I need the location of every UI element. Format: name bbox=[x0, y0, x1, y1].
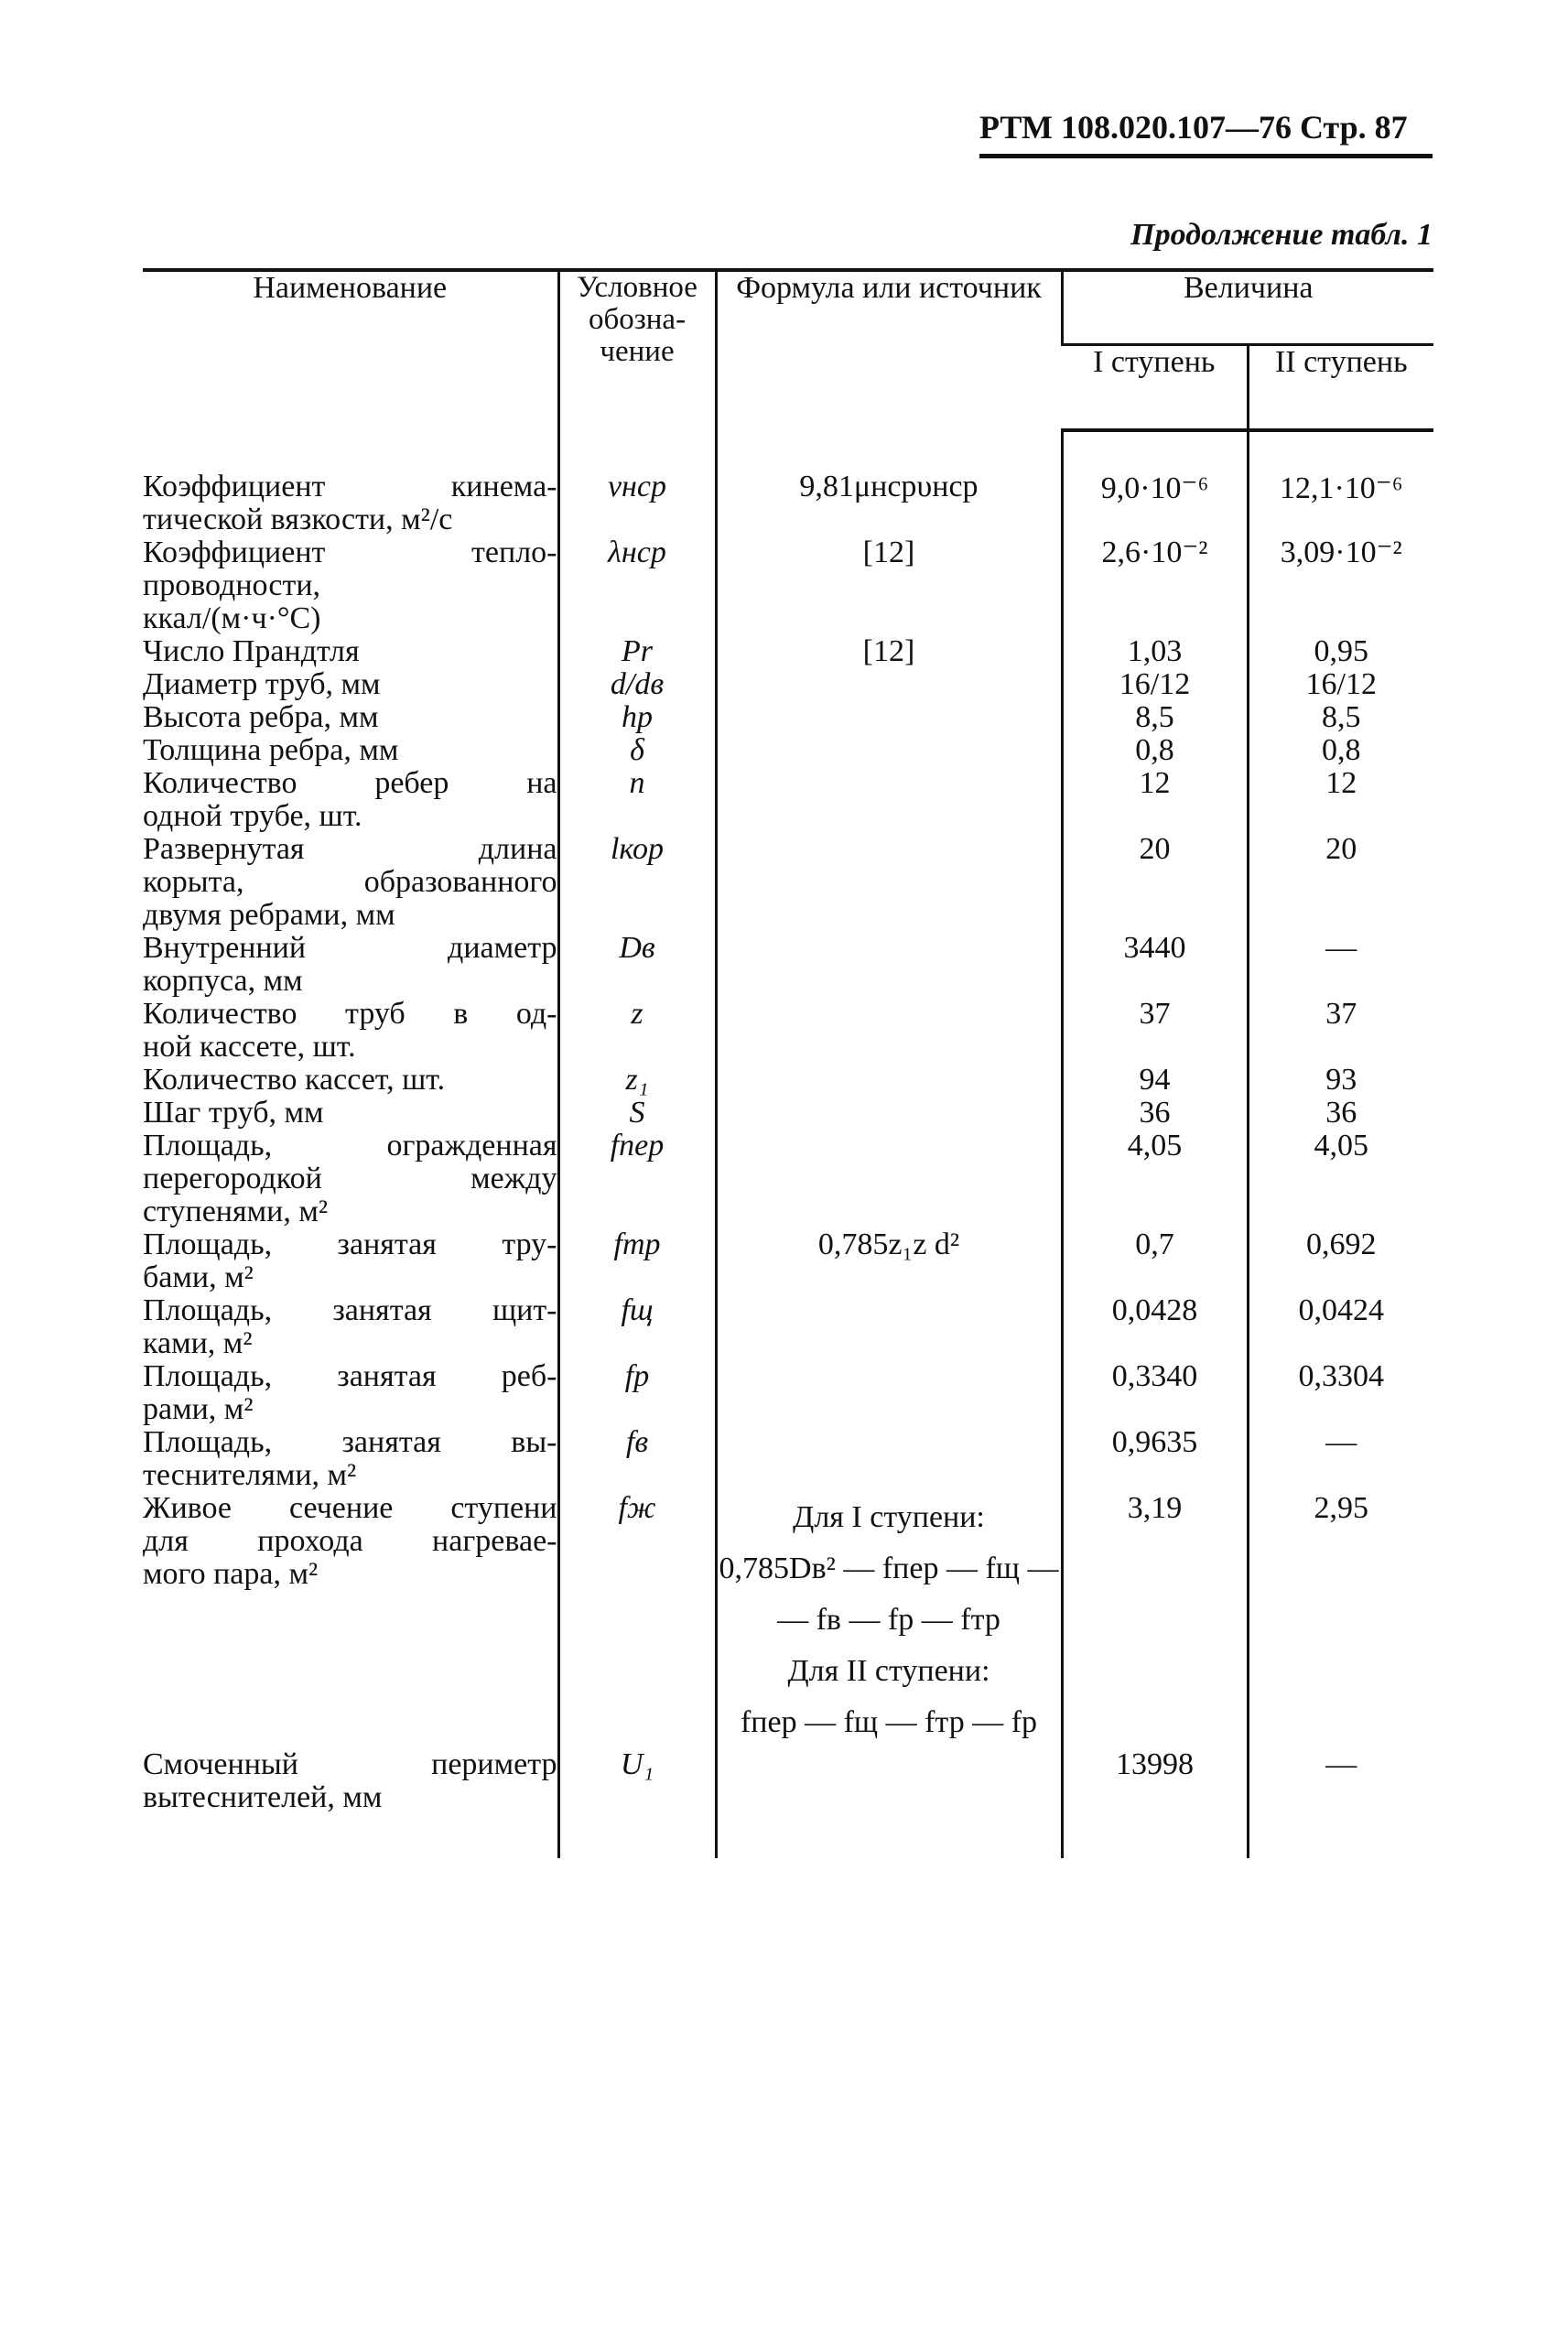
row-value-stage-2: — bbox=[1248, 1426, 1433, 1492]
row-name-line: ной кассете, шт. bbox=[143, 1030, 356, 1064]
row-name bbox=[143, 998, 558, 1064]
table-row bbox=[143, 1360, 1433, 1426]
table-row bbox=[143, 1064, 1433, 1097]
row-value-stage-1: 8,5 bbox=[1062, 701, 1248, 734]
row-name bbox=[143, 701, 558, 734]
header-stage-1: I ступень bbox=[1062, 345, 1248, 431]
row-name-line: бами, м² bbox=[143, 1260, 254, 1294]
table-row bbox=[143, 998, 1433, 1064]
row-symbol: z bbox=[558, 998, 716, 1064]
row-value-stage-1: 1,03 bbox=[1062, 635, 1248, 668]
row-value-stage-1: 0,0428 bbox=[1062, 1294, 1248, 1360]
row-symbol: fпер bbox=[558, 1130, 716, 1228]
row-name bbox=[143, 536, 558, 635]
table-row bbox=[143, 1426, 1433, 1492]
row-name bbox=[143, 1097, 558, 1130]
row-symbol: νнср bbox=[558, 430, 716, 536]
row-formula bbox=[716, 1748, 1062, 1858]
row-value-stage-1: 9,0·10⁻⁶ bbox=[1062, 430, 1248, 536]
row-name bbox=[143, 932, 558, 998]
row-value-stage-1: 0,7 bbox=[1062, 1228, 1248, 1294]
table-row bbox=[143, 767, 1433, 833]
row-name-line: Количество ребер на bbox=[143, 766, 557, 800]
row-value-stage-2: 0,95 bbox=[1248, 635, 1433, 668]
header-formula: Формула или источник bbox=[716, 270, 1062, 430]
row-formula bbox=[716, 1130, 1062, 1228]
row-symbol: S bbox=[558, 1097, 716, 1130]
row-formula bbox=[716, 998, 1062, 1064]
row-value-stage-1: 16/12 bbox=[1062, 668, 1248, 701]
row-value-stage-2: 20 bbox=[1248, 833, 1433, 932]
row-symbol: fтр bbox=[558, 1228, 716, 1294]
row-name-line: перегородкой между bbox=[143, 1162, 557, 1195]
row-formula bbox=[716, 833, 1062, 932]
table-body bbox=[143, 430, 1433, 1858]
row-name-line: Шаг труб, мм bbox=[143, 1096, 324, 1130]
row-name-line: корпуса, мм bbox=[143, 964, 303, 998]
header-rule bbox=[979, 154, 1433, 158]
row-value-stage-2: 0,692 bbox=[1248, 1228, 1433, 1294]
row-name-line: проводности, bbox=[143, 568, 321, 602]
row-formula: 0,785z₁z d² bbox=[716, 1228, 1062, 1294]
row-value-stage-2: 93 bbox=[1248, 1064, 1433, 1097]
row-name-line: Коэффициент тепло- bbox=[143, 535, 557, 569]
row-symbol: Dв bbox=[558, 932, 716, 998]
row-value-stage-1: 20 bbox=[1062, 833, 1248, 932]
row-name bbox=[143, 1130, 558, 1228]
row-value-stage-1: 36 bbox=[1062, 1097, 1248, 1130]
header-stage-2: II ступень bbox=[1248, 345, 1433, 431]
row-value-stage-2: — bbox=[1248, 1748, 1433, 1858]
row-value-stage-1: 94 bbox=[1062, 1064, 1248, 1097]
table-row bbox=[143, 635, 1433, 668]
table-continuation-caption: Продолжение табл. 1 bbox=[1130, 218, 1433, 252]
row-value-stage-1: 13998 bbox=[1062, 1748, 1248, 1858]
row-symbol: λнср bbox=[558, 536, 716, 635]
row-formula: 9,81μнсрυнср bbox=[716, 430, 1062, 536]
table-row bbox=[143, 833, 1433, 932]
row-formula bbox=[716, 1492, 1062, 1748]
parameters-table bbox=[143, 268, 1433, 1858]
row-symbol: U₁ bbox=[558, 1748, 716, 1858]
table-row bbox=[143, 1130, 1433, 1228]
row-value-stage-1: 0,9635 bbox=[1062, 1426, 1248, 1492]
row-name bbox=[143, 1492, 558, 1748]
row-value-stage-2: 37 bbox=[1248, 998, 1433, 1064]
row-formula bbox=[716, 1064, 1062, 1097]
row-name-line: Развернутая длина bbox=[143, 832, 557, 866]
row-name bbox=[143, 1426, 558, 1492]
row-formula bbox=[716, 701, 1062, 734]
row-formula: [12] bbox=[716, 536, 1062, 635]
row-value-stage-1: 0,8 bbox=[1062, 734, 1248, 767]
row-name-line: Толщина ребра, мм bbox=[143, 733, 399, 767]
row-name-line: Число Прандтля bbox=[143, 634, 360, 668]
row-name-line: Площадь, огражденная bbox=[143, 1129, 557, 1162]
row-value-stage-2: 0,3304 bbox=[1248, 1360, 1433, 1426]
header-name: Наименование bbox=[143, 270, 558, 430]
row-name-line: Площадь, занятая щит- bbox=[143, 1293, 557, 1327]
row-name-line: теснителями, м² bbox=[143, 1458, 357, 1492]
row-name-line: ками, м² bbox=[143, 1326, 253, 1360]
row-symbol: d/dв bbox=[558, 668, 716, 701]
row-value-stage-1: 2,6·10⁻² bbox=[1062, 536, 1248, 635]
row-symbol: fж bbox=[558, 1492, 716, 1748]
row-formula-line: Для II ступени: bbox=[787, 1654, 990, 1688]
row-name bbox=[143, 1228, 558, 1294]
row-symbol: lкор bbox=[558, 833, 716, 932]
table-row bbox=[143, 536, 1433, 635]
row-value-stage-2: 2,95 bbox=[1248, 1492, 1433, 1748]
row-value-stage-1: 12 bbox=[1062, 767, 1248, 833]
row-name-line: Живое сечение ступени bbox=[143, 1491, 557, 1525]
row-name-line: рами, м² bbox=[143, 1392, 254, 1426]
row-symbol: z₁ bbox=[558, 1064, 716, 1097]
row-name-line: Внутренний диаметр bbox=[143, 931, 557, 965]
row-value-stage-2: 16/12 bbox=[1248, 668, 1433, 701]
row-symbol: fв bbox=[558, 1426, 716, 1492]
row-value-stage-1: 3,19 bbox=[1062, 1492, 1248, 1748]
row-name-line: тической вязкости, м²/с bbox=[143, 503, 453, 536]
table-row bbox=[143, 430, 1433, 536]
table-row bbox=[143, 668, 1433, 701]
row-value-stage-2: 36 bbox=[1248, 1097, 1433, 1130]
row-name-line: Высота ребра, мм bbox=[143, 700, 379, 734]
row-value-stage-1: 3440 bbox=[1062, 932, 1248, 998]
row-formula: [12] bbox=[716, 635, 1062, 668]
row-name-line: Смоченный периметр bbox=[143, 1747, 557, 1781]
table-row bbox=[143, 1228, 1433, 1294]
table-row bbox=[143, 932, 1433, 998]
row-symbol: fщ bbox=[558, 1294, 716, 1360]
row-symbol: Pr bbox=[558, 635, 716, 668]
row-name-line: Коэффициент кинема- bbox=[143, 470, 557, 503]
row-symbol: n bbox=[558, 767, 716, 833]
row-name-line: для прохода нагревае- bbox=[143, 1524, 557, 1558]
row-name bbox=[143, 1360, 558, 1426]
row-name-line: ступенями, м² bbox=[143, 1195, 329, 1228]
row-name-line: мого пара, м² bbox=[143, 1557, 319, 1591]
row-value-stage-2: 12,1·10⁻⁶ bbox=[1248, 430, 1433, 536]
row-name-line: Площадь, занятая тру- bbox=[143, 1227, 557, 1261]
header-value: Величина bbox=[1062, 270, 1433, 345]
table-row bbox=[143, 1294, 1433, 1360]
row-formula-line: — fв — fр — fтр bbox=[777, 1603, 1000, 1637]
row-name bbox=[143, 1064, 558, 1097]
table-row bbox=[143, 1748, 1433, 1858]
row-formula bbox=[716, 1360, 1062, 1426]
row-value-stage-1: 37 bbox=[1062, 998, 1248, 1064]
row-name bbox=[143, 635, 558, 668]
row-name-line: ккал/(м·ч·°С) bbox=[143, 601, 321, 635]
row-formula bbox=[716, 734, 1062, 767]
row-value-stage-2: 12 bbox=[1248, 767, 1433, 833]
row-name-line: двумя ребрами, мм bbox=[143, 898, 395, 932]
row-formula-line: Для I ступени: bbox=[793, 1500, 985, 1534]
row-formula bbox=[716, 1426, 1062, 1492]
row-name-line: Площадь, занятая реб- bbox=[143, 1359, 557, 1393]
row-name-line: Площадь, занятая вы- bbox=[143, 1425, 557, 1459]
row-formula-line: fпер — fщ — fтр — fр bbox=[740, 1705, 1038, 1739]
row-value-stage-1: 4,05 bbox=[1062, 1130, 1248, 1228]
row-name-line: вытеснителей, мм bbox=[143, 1780, 383, 1814]
row-name-line: Диаметр труб, мм bbox=[143, 667, 381, 701]
row-formula bbox=[716, 767, 1062, 833]
row-name-line: корыта, образованного bbox=[143, 865, 557, 899]
row-formula bbox=[716, 1097, 1062, 1130]
row-value-stage-2: 0,8 bbox=[1248, 734, 1433, 767]
row-value-stage-2: — bbox=[1248, 932, 1433, 998]
row-name-line: одной трубе, шт. bbox=[143, 799, 362, 833]
row-name-line: Количество труб в од- bbox=[143, 997, 557, 1031]
row-name bbox=[143, 734, 558, 767]
row-name bbox=[143, 1748, 558, 1858]
row-name bbox=[143, 668, 558, 701]
row-name bbox=[143, 1294, 558, 1360]
row-symbol: hр bbox=[558, 701, 716, 734]
table-row bbox=[143, 734, 1433, 767]
row-formula bbox=[716, 932, 1062, 998]
row-value-stage-1: 0,3340 bbox=[1062, 1360, 1248, 1426]
row-value-stage-2: 3,09·10⁻² bbox=[1248, 536, 1433, 635]
row-name bbox=[143, 767, 558, 833]
row-value-stage-2: 8,5 bbox=[1248, 701, 1433, 734]
row-value-stage-2: 0,0424 bbox=[1248, 1294, 1433, 1360]
row-formula bbox=[716, 668, 1062, 701]
row-name-line: Количество кассет, шт. bbox=[143, 1063, 446, 1097]
table-row bbox=[143, 1097, 1433, 1130]
page-header: РТМ 108.020.107—76 Стр. 87 bbox=[979, 109, 1408, 146]
table-row bbox=[143, 1492, 1433, 1748]
row-symbol: δ bbox=[558, 734, 716, 767]
row-formula bbox=[716, 1294, 1062, 1360]
row-formula-line: 0,785Dв² — fпер — fщ — bbox=[719, 1552, 1059, 1585]
header-symbol: Условное обозна-чение bbox=[558, 270, 716, 430]
row-name bbox=[143, 833, 558, 932]
row-symbol: fр bbox=[558, 1360, 716, 1426]
table-row bbox=[143, 701, 1433, 734]
row-name bbox=[143, 430, 558, 536]
row-value-stage-2: 4,05 bbox=[1248, 1130, 1433, 1228]
